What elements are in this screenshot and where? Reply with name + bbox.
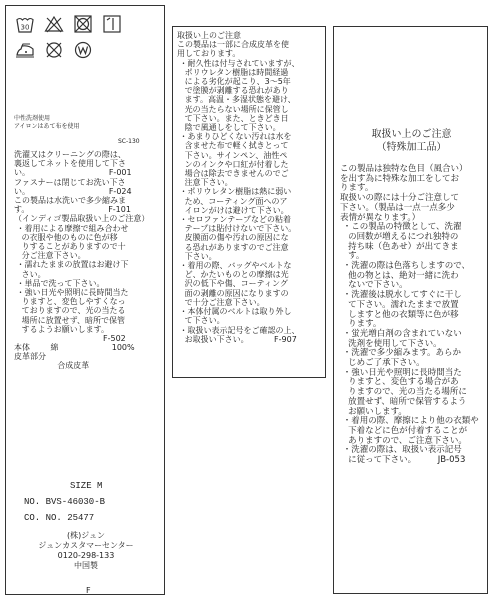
wash-30-icon <box>15 14 35 34</box>
footer-code: F <box>86 586 91 595</box>
text-line: 沢の低下や傷、コーティング <box>177 279 288 289</box>
text-line: 皮革部分 <box>14 352 46 362</box>
text-line: この製品は水洗いで多少縮みま <box>14 196 126 206</box>
text-line: ・蛍光増白剤の含まれていない <box>340 328 462 339</box>
text-line: ・洗濯の際は色落ちしますので、 <box>340 261 471 272</box>
text-line: 面の剥離の原因になりますの <box>177 288 289 298</box>
text-line: ・強い日光や照明に長時間当た <box>14 288 129 298</box>
text-line: の衣服や他のものに色が移 <box>14 232 118 242</box>
text-line: ・本体付属のベルトは取り外し <box>177 307 292 317</box>
text-line: ・ポリウレタン樹脂は熱に弱い <box>177 187 292 197</box>
text-line: 下さい。（製品は一点一点多少 <box>340 202 455 213</box>
text-line: い。 F-001 <box>14 168 132 178</box>
special-processing-title <box>334 128 489 154</box>
wet-clean-icon <box>73 40 93 60</box>
text-line: ンのインクや口紅が付着した <box>177 159 289 169</box>
text-line: ておりますので、光の当たる <box>14 306 126 316</box>
title-line: （特殊加工品） <box>376 142 447 153</box>
text-line: りますと、変色する場合があ <box>340 377 459 388</box>
text-line: しますと他の衣類等に色が移 <box>340 309 459 320</box>
text-line: 合成皮革 <box>14 361 90 371</box>
synthetic-leather-notes <box>177 31 300 344</box>
text-line: 場合は除去できませんのでご <box>177 169 289 179</box>
text-line: て下さい。濡れたままで放置 <box>340 299 459 310</box>
product-number: NO. BVS-46030-B <box>24 497 106 507</box>
country-of-origin: 中国製 <box>74 561 98 570</box>
size-label: SIZE M <box>70 481 103 491</box>
text-line: ファスナーは閉じてお洗い下さ <box>14 177 126 187</box>
text-line: による劣化が起こり、3〜5年 <box>177 77 291 87</box>
customer-center: ジュンカスタマーセンター <box>38 541 134 550</box>
text-line: ・取扱い表示記号をご確認の上、 <box>177 325 300 335</box>
special-processing-notes <box>340 165 479 466</box>
text-line: 皮膜面の傷や汚れの原因にな <box>177 233 289 243</box>
text-line: 本体 綿 100% <box>14 343 135 352</box>
note-line: 中性洗剤使用 <box>14 115 51 122</box>
text-line: 放置せず、暗所で保管するよう <box>340 396 467 407</box>
text-line: ため、コーティング面へのア <box>177 196 288 206</box>
text-line: い。 F-024 <box>14 186 132 196</box>
text-line: （インディゴ製品取扱い上のご注意） <box>14 214 150 224</box>
text-line: りすることがありますので十 <box>14 242 126 252</box>
no-dry-clean-icon <box>44 40 64 60</box>
text-line: ります。 <box>340 183 374 194</box>
text-line: テープは貼付けないで下さい。 <box>177 224 297 234</box>
text-line: 他の物とは、絶対一緒に洗わ <box>340 270 459 281</box>
text-line: ・洗濯の際は、取扱い表示記号 <box>340 445 462 456</box>
text-line: ・洗濯後は脱水してすぐに干し <box>340 290 462 301</box>
text-line: で塗膜が剥離する恐れがあり <box>177 86 289 96</box>
text-line: ・耐久性は付与されていますが、 <box>177 58 300 68</box>
text-line: この製品は独特な色目（風合い） <box>340 164 468 174</box>
care-label-right <box>333 26 488 594</box>
text-line: 裏返してネットを使用して下さ <box>14 159 126 169</box>
text-line: ないで下さい。 <box>340 280 408 291</box>
text-line: 下さい。 <box>177 251 217 261</box>
text-line: 場所に放置せず、暗所で保管 <box>14 315 125 325</box>
text-line: 注意下さい。 <box>177 178 233 188</box>
text-line: て下さい。また、ときどき日 <box>177 113 289 123</box>
text-line: さい。 <box>14 269 46 279</box>
text-line: この製品は一部に合成皮革を使 <box>177 40 289 50</box>
small-notes <box>14 115 79 131</box>
text-line: ・この製品の特徴として、洗濯 <box>340 222 462 233</box>
text-line: 分ご注意下さい。 <box>14 251 86 261</box>
text-line: 用しております。 <box>177 49 241 59</box>
code-sc: SC-130 <box>118 138 140 145</box>
text-line: お願いします。 <box>340 406 407 417</box>
care-symbols <box>15 14 155 66</box>
text-line: ありますので、ご注意下さい。 <box>340 435 467 446</box>
text-line: 取扱いの際には十分ご注意して <box>340 193 460 204</box>
text-line: 含ませた布で軽く拭きとって <box>177 141 289 151</box>
product-codes <box>24 478 105 526</box>
text-line: ・セロファンテープなどの粘着 <box>177 215 291 225</box>
text-line: F-502 <box>14 334 126 344</box>
text-line: で十分ご注意下さい。 <box>177 297 265 307</box>
text-line: 持ち味（色あせ）が出てきま <box>340 241 459 252</box>
text-line: ・洗濯で多少縮みます。あらか <box>340 348 462 359</box>
text-line: ・強い日光や照明に長時間当た <box>340 367 462 378</box>
co-number: CO. NO. 25477 <box>24 513 95 523</box>
text-line: 光の当たらない場所に保管し <box>177 104 289 114</box>
care-label-left <box>5 5 165 595</box>
text-line: す。 F-101 <box>14 205 131 215</box>
text-line: 洗剤を使用して下さい。 <box>340 338 442 349</box>
text-line: ます。高温・多湿状態を避け、 <box>177 95 296 105</box>
text-line: を出す為に特殊な加工をしてお <box>340 173 460 184</box>
text-line: りますので、光の当たる場所に <box>340 387 467 398</box>
phone-number: 0120-298-133 <box>57 551 115 560</box>
text-line: す。 <box>340 251 365 262</box>
text-line: じめご了承下さい。 <box>340 358 425 369</box>
care-instructions <box>14 150 149 343</box>
text-line: ・着用の際、バッグやベルトな <box>177 261 292 271</box>
text-line: ・あまりひどくない汚れは水を <box>177 132 292 142</box>
svg-text:30: 30 <box>20 23 30 32</box>
title-line: 取扱い上のご注意 <box>371 129 452 140</box>
company-info <box>6 531 166 571</box>
iron-low-icon <box>15 40 35 60</box>
care-label-middle <box>172 26 326 378</box>
text-line: ・濡れたままの放置はお避け下 <box>14 260 129 270</box>
material-composition <box>14 343 135 371</box>
text-line: お取扱い下さい。 F-907 <box>177 334 297 344</box>
text-line: て下さい。 <box>177 316 225 326</box>
text-line: 下着などに色が付着することが <box>340 425 468 436</box>
text-line: ど、かたいものとの摩擦は光 <box>177 270 289 280</box>
text-line: 陰で風通しをして下さい。 <box>177 123 281 133</box>
text-line: イロンがけは避けて下さい。 <box>177 205 289 215</box>
text-line: の回数が増えるにつれ独特の <box>340 231 459 242</box>
text-line: ・着用による摩擦で組み合わせ <box>14 223 129 233</box>
text-line: ります。 <box>340 319 382 330</box>
text-line: ・着用の際、摩擦により他の衣類や <box>340 416 479 427</box>
text-line: に従って下さい。 JB-053 <box>340 455 466 466</box>
text-line: 洗濯又はクリーニングの際は、 <box>14 150 126 159</box>
text-line: ・単品で洗って下さい。 <box>14 278 105 288</box>
company-name: (株)ジュン <box>66 531 106 540</box>
text-line: するようお願いします。 <box>14 324 109 334</box>
note-line: アイロンはあて布を使用 <box>14 123 80 130</box>
text-line: 表情が異なります。） <box>340 212 421 223</box>
text-line: りますと、変色しやすくなっ <box>14 297 126 307</box>
no-bleach-icon <box>44 14 64 34</box>
no-tumble-dry-icon <box>73 14 93 34</box>
line-dry-icon <box>102 14 122 34</box>
text-line: ポリウレタン樹脂は時間経過 <box>177 67 289 77</box>
text-line: 取扱い上のご注意 <box>177 31 241 40</box>
text-line: る恐れがありますのでご注意 <box>177 242 289 252</box>
text-line: 下さい。サインペン、油性ペ <box>177 150 288 160</box>
